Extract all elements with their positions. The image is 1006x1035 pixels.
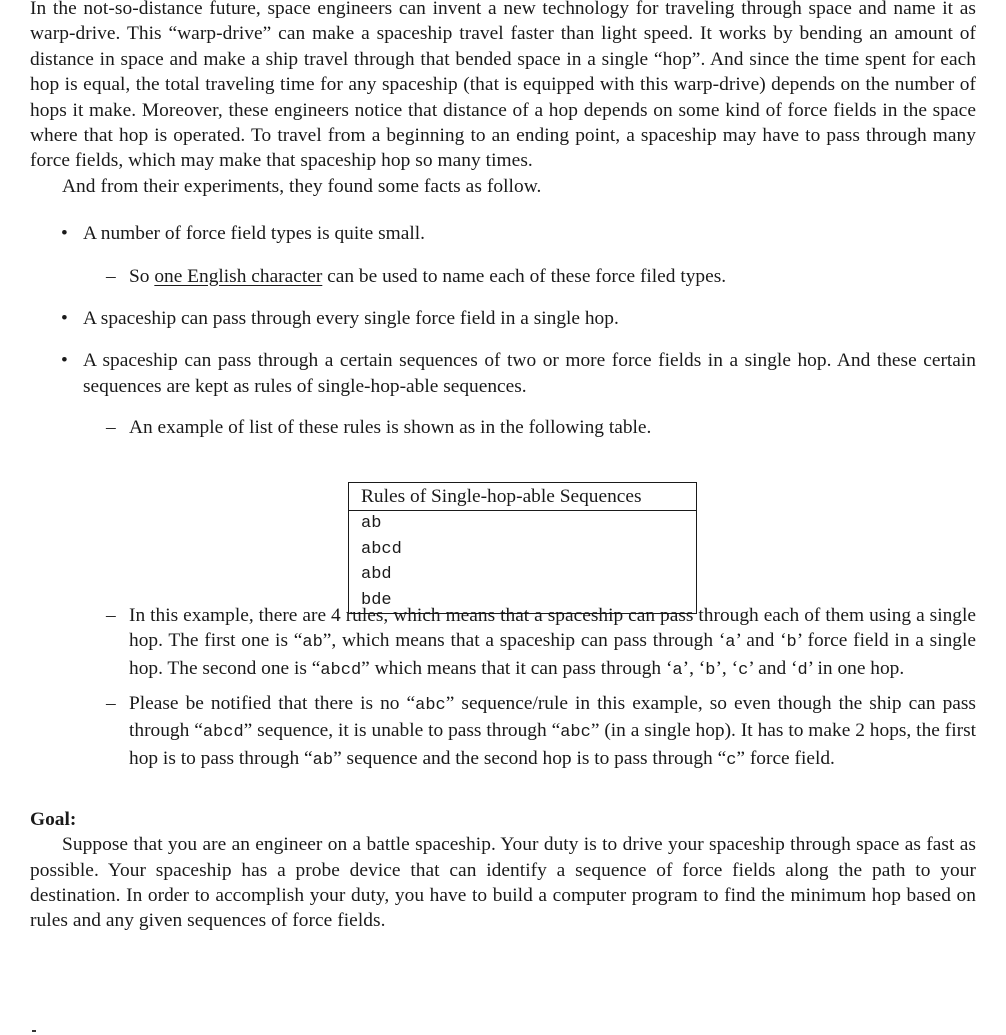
rules-table-container: [348, 482, 697, 614]
code: ab: [302, 633, 323, 653]
bullet-icon: •: [61, 223, 68, 245]
rule-cell: bde: [361, 590, 392, 610]
code: b: [705, 660, 716, 680]
table-row: [349, 588, 697, 614]
goal-heading: Goal:: [30, 809, 77, 831]
fact-item-1: [30, 221, 976, 246]
code: abc: [560, 723, 591, 743]
code: c: [738, 660, 749, 680]
subitem-text: can be used to name each of these force filed types.: [322, 265, 727, 287]
text: ’, ‘: [682, 657, 706, 679]
text: ” force field.: [736, 747, 835, 769]
text: ’ and ‘: [735, 630, 787, 652]
subitem-text: An example of list of these rules is shown as in the following table.: [129, 417, 652, 439]
fact-text: A spaceship can pass through a certain sequences of two or more force fields in a single hop. And these certain sequences are kept as rules of single-hop-able sequences.: [83, 350, 976, 397]
text: ” (in a single hop). It has to make 2 hops, the first hop is to pass through “: [129, 720, 977, 769]
goal-paragraph: Suppose that you are an engineer on a battle spaceship. Your duty is to drive your spaceship through space as fast as possible. Your spaceship has a probe device that can identify a sequence of force fields along the path to your destination. In order to accomplish your duty, you have to build a computer program to find the minimum hop based on rules and any given sequences of force fields.: [30, 834, 976, 932]
rules-table-header: Rules of Single-hop-able Sequences: [349, 483, 697, 511]
subitem-text: So: [129, 265, 155, 287]
rules-table: [348, 482, 697, 614]
text: ” sequence, it is unable to pass through “: [243, 720, 561, 742]
code: a: [725, 633, 736, 653]
dash-icon: –: [106, 417, 116, 439]
code: a: [672, 660, 683, 680]
explanation-item-1: [30, 603, 976, 683]
text: ” which means that it can pass through ‘: [361, 657, 673, 679]
underlined-phrase: one English character: [154, 265, 323, 287]
fact-text: A spaceship can pass through every single force field in a single hop.: [83, 308, 619, 330]
fact-subitem-3: [30, 415, 976, 440]
code: c: [726, 750, 737, 770]
text: ”, which means that a spaceship can pass through ‘: [322, 630, 726, 652]
text: ’, ‘: [715, 657, 739, 679]
text: ’ force field in a single hop. The second one is “: [129, 630, 976, 679]
table-row: [349, 562, 697, 588]
rule-cell: abd: [361, 565, 392, 585]
text: Please be notified that there is no “: [129, 692, 416, 714]
text: ” sequence/rule in this example, so even though the ship can pass through “: [129, 692, 976, 742]
fact-item-3: [30, 348, 976, 399]
cut-off-text-fragment: [32, 1030, 36, 1032]
dash-icon: –: [106, 692, 116, 714]
document-page: [30, 0, 976, 934]
code: abcd: [320, 660, 362, 680]
rule-cell: ab: [361, 514, 382, 534]
code: abc: [415, 695, 446, 715]
fact-text: A number of force field types is quite small.: [83, 223, 425, 245]
table-row: [349, 537, 697, 563]
explanation-item-2: [30, 691, 976, 773]
text: ’ in one hop.: [807, 657, 905, 679]
bullet-icon: •: [61, 350, 68, 372]
text: ’ and ‘: [748, 657, 798, 679]
bullet-icon: •: [61, 308, 68, 330]
code: abcd: [202, 723, 244, 743]
code: ab: [312, 750, 334, 770]
intro-paragraph-2: And from their experiments, they found some facts as follow.: [62, 175, 542, 197]
text: ” sequence and the second hop is to pass through “: [333, 747, 727, 769]
code: b: [786, 633, 797, 653]
dash-icon: –: [106, 604, 116, 626]
rule-cell: abcd: [361, 539, 402, 559]
intro-paragraph: In the not-so-distance future, space engineers can invent a new technology for traveling through space and name it as warp-drive. This “warp-drive” can make a spaceship travel faster than light speed. It works by bending an amount of distance in space and make a ship travel through that bended space in a single “hop”. And since the time spent for each hop is equal, the total traveling time for any spaceship (that is equipped with this warp-drive) depends on the number of hops it make. Moreover, these engineers notice that distance of a hop depends on some kind of force fields in the space where that hop is operated. To travel from a beginning to an ending point, a spaceship may have to pass through many force fields, which may make that spaceship hop so many times.: [30, 0, 976, 172]
text: In this example, there are 4 rules, which means that a spaceship can pass through each of them using a single hop. The first one is “: [129, 604, 976, 652]
dash-icon: –: [106, 265, 116, 287]
code: d: [797, 660, 808, 680]
table-row: [349, 511, 697, 537]
fact-item-2: [30, 306, 976, 331]
fact-subitem-1: [30, 264, 976, 289]
